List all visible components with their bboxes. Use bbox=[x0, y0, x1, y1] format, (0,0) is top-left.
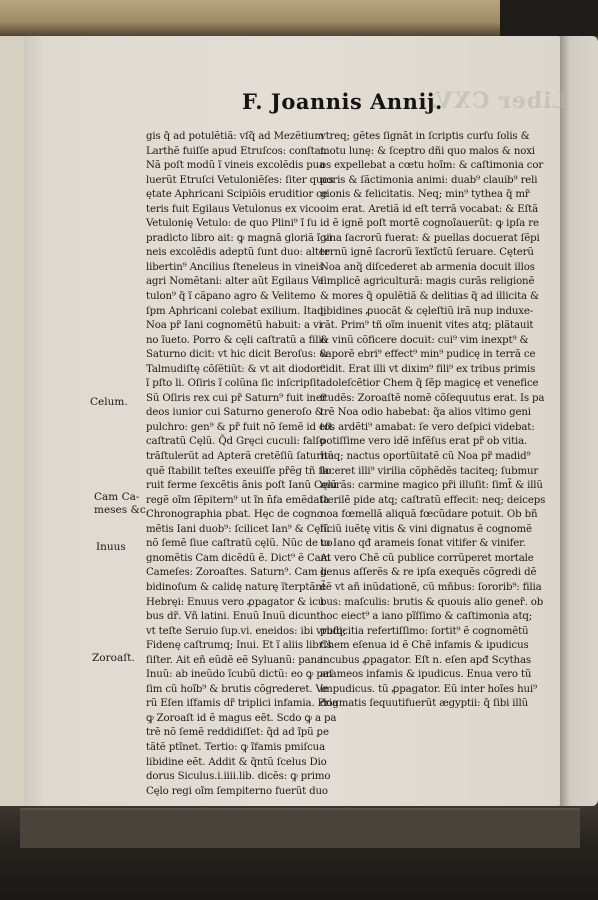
text-line: rãt. Prim⁹ tñ oĩm inuenit vites atq; plãtauit bbox=[320, 320, 534, 332]
text-line: Noa pr̃ Iani cognomẽtũ habuit: a vi bbox=[146, 320, 322, 332]
text-line: Nã poſt modũ ĩ vineis excolẽdis pua bbox=[146, 160, 325, 172]
text-line: no ĩueto. Porro & cęli caſtratũ a filio bbox=[146, 334, 328, 346]
text-line: ſpm Aphricani colebat exilium. Itaq; bbox=[146, 305, 327, 317]
right-text-column bbox=[320, 130, 548, 712]
text-line: trãſtulerũt ad Apterã cretẽſiũ ſaturnũ bbox=[146, 451, 334, 463]
margin-note bbox=[90, 396, 128, 409]
margin-note bbox=[92, 652, 135, 665]
margin-note-line: Cam Ca- bbox=[94, 491, 140, 503]
text-line: dogmatis ſequutifuerũt ægyptii: q̃ ſibi illũ bbox=[320, 698, 528, 710]
text-line: vt teſte Seruio ſup.vi. eneidos: ibi vrbſq; bbox=[146, 625, 347, 637]
text-line: rũ Eſen iſfamis dr̃ triplici infamia. Pria bbox=[146, 698, 339, 710]
text-line: vaporẽ ebri⁹ effect⁹ min⁹ pudicę in terrã ce bbox=[320, 349, 536, 361]
text-line: Sũ Oſiris rex cui pr̃ Saturn⁹ fuit iner bbox=[146, 392, 327, 404]
text-line: noa fœmellã aliquã fœcũdare potuit. Ob bñ bbox=[320, 509, 538, 521]
text-line: hoc eiect⁹ a iano pĩſſimo & caſtimonia atq; bbox=[320, 611, 533, 623]
text-line: caſtratũ Cęlũ. Q̃d Gręci cuculi: falſo bbox=[146, 436, 326, 448]
margin-note-line: meses &c. bbox=[94, 504, 150, 516]
text-line: Chronographia pbat. Hęc de cogno bbox=[146, 509, 323, 521]
text-line: ſim cũ hoĩb⁹ & brutis cõgrederet. Ve bbox=[146, 683, 328, 695]
text-line: & mores q̃ opulẽtiã & delitias q̃ ad illicita & bbox=[320, 291, 539, 303]
text-line: Cameſes: Zoroaſtes. Saturn⁹. Cam li bbox=[146, 567, 327, 579]
text-line: gionis & felicitatis. Neq; min⁹ tythea q̃ mr̃ bbox=[320, 189, 530, 201]
text-line: ternũ ignẽ ſacrorũ ĩextĩctũ ſeruare. Cęterũ bbox=[320, 247, 534, 259]
margin-note-line: Inuus bbox=[96, 541, 126, 553]
text-line: ſterilẽ pide atq; caſtratũ effecit: neq; deiceps bbox=[320, 494, 546, 506]
text-line: gnomẽtis Cam dicẽdũ ẽ. Dict⁹ ẽ Cam bbox=[146, 552, 331, 564]
text-line: & vinũ cõficere docuit: cui⁹ vim inexpt⁹ & bbox=[320, 334, 529, 346]
text-line: neis excolẽdis adeptũ ſunt duo: alter bbox=[146, 247, 330, 259]
text-line: ętate Aphricani Scipiõis eruditior ce bbox=[146, 189, 328, 201]
text-line: tulon⁹ q̃ ĩ cãpano agro & Velitemo bbox=[146, 291, 316, 303]
margin-note bbox=[94, 491, 149, 517]
text-line: iaceret illi⁹ virilia cõphẽdẽs taciteq; ſubmur bbox=[320, 465, 539, 477]
text-line: bidinoſum & calidę naturę ĩterptãnt̃ bbox=[146, 581, 326, 593]
text-line: pudicitia refertiſſimo: ſortit⁹ ẽ cognomẽtũ bbox=[320, 625, 529, 637]
text-line: Hebręi: Enuus vero ꝓpagator & icu bbox=[146, 596, 325, 608]
text-line: ſiſter. Ait eñ eũdẽ eẽ Syluanũ: pana: bbox=[146, 654, 327, 666]
text-line: dorus Siculus.i.iiii.lib. dicẽs: ꝙ primo bbox=[146, 771, 331, 783]
text-line: to Iano qđ arameis ſonat vitifer & vinifer. bbox=[320, 538, 526, 550]
margin-note bbox=[96, 541, 126, 554]
text-line: ꝙ Zoroaſt id ẽ magus eẽt. Scdo ꝙ a pa bbox=[146, 712, 337, 724]
text-line: vtreq; gẽtes ſignãt in ſcriptis curſu ſolis & bbox=[320, 131, 530, 142]
text-line: Vetulonię Vetulo: de quo Plini⁹ ĩ ſu bbox=[146, 218, 317, 230]
dark-corner bbox=[500, 0, 598, 36]
text-line: murãs: carmine magico pr̃i illuſit: ſimt̃ & illũ bbox=[320, 480, 543, 492]
text-line: libidines ꝓuocãt & cęleſtiũ irã nup induxe- bbox=[320, 305, 534, 317]
text-line: poris & ſãctimonia animi: duab⁹ clauib⁹ reli bbox=[320, 174, 538, 186]
left-text-column bbox=[146, 130, 347, 799]
text-line: regẽ oĩm ſẽpitern⁹ ut ĩn n̄fa emẽdata bbox=[146, 494, 330, 506]
text-line: agri Nomẽtani: alter aũt Egilaus Ve bbox=[146, 276, 324, 288]
text-line: Saturno dicit: vt hic dicit Beroſus: & bbox=[146, 349, 329, 361]
text-line: bus dr̃. Vñ latini. Enuũ Inuũ dicunt: bbox=[146, 611, 324, 623]
text-line: Cęlo regi oĩm ſempiterno fuerũt duo bbox=[146, 785, 328, 797]
text-line: ſtudẽs: Zoroaſtẽ nomẽ cõſequutus erat. Is pa bbox=[320, 392, 545, 404]
text-line: ĩ pſto li. Oſiris ĩ colũna ſic inſcripſit. bbox=[146, 378, 324, 390]
text-line: cidit. Erat illi vt dixim⁹ fili⁹ ex tribus primis bbox=[320, 363, 536, 375]
text-line: pradicto libro ait: ꝙ magnã gloriã ĩ vi bbox=[146, 232, 332, 244]
text-line: libidine eẽt. Addit & q̃ntũ ſcelus Dio bbox=[146, 756, 327, 768]
text-line: Inuũ: ab ineũdo ĩcubũ dictũ: eo ꝙ paſ bbox=[146, 669, 333, 681]
text-line: tos ardẽti⁹ amabat: ſe vero deſpici videbat: bbox=[320, 421, 535, 433]
margin-note-line: Zoroaſt. bbox=[92, 652, 135, 664]
text-line: teris fuit Egilaus Vetulonus ex vico bbox=[146, 203, 320, 215]
text-line: quẽ ſtabilit teſtes exeuiſſe pr̃ẽg tñ flo bbox=[146, 465, 332, 477]
text-line: mẽtis Iani duob⁹: ſcilicet Ian⁹ & Cęlũ bbox=[146, 523, 330, 535]
facing-page-edge bbox=[558, 36, 598, 806]
text-line: gis q̃ ad potulẽtiã: vſq̃ ad Mezẽtium bbox=[146, 131, 324, 142]
text-line: id ẽ ignẽ poſt mortẽ cognoĩauerũt: ꝙ ipſa re bbox=[320, 218, 539, 230]
text-line: Noa anq̃ diſcederet ab armenia docuit illos bbox=[320, 261, 535, 273]
text-line: genus aſſerẽs & re ipſa exequẽs cõgredi dẽ bbox=[320, 567, 537, 579]
text-line: incubus ꝓpagator. Eſt n. eſen apđ Scythas bbox=[320, 654, 531, 666]
text-line: impudicus. tũ ꝓpagator. Eũ inter hoĩes hui⁹ bbox=[320, 683, 537, 695]
text-line: nõ ſemẽ ſiue caſtratũ cęlũ. Nũc de co bbox=[146, 538, 333, 550]
text-line: potiſſime vero idẽ infẽſus erat pr̃ ob vitia. bbox=[320, 436, 528, 448]
book-cover-bottom bbox=[20, 808, 580, 848]
text-line: ſimplicẽ agriculturã: magis curãs religionẽ bbox=[320, 276, 535, 288]
margin-note-line: Celum. bbox=[90, 396, 128, 408]
running-title: F. Joannis Annij. bbox=[242, 89, 443, 114]
text-line: eẽ vt añ inũdationẽ, cũ mñbus: ſororib⁹: filia bbox=[320, 581, 542, 593]
text-line: luerũt Etruſci Vetuloniẽſes: ſiter quos bbox=[146, 174, 334, 186]
text-line: pulchro: gen⁹ & pr̃ fuit nõ ſemẽ id eſt bbox=[146, 421, 333, 433]
text-line: ruit ferme ſexcẽtis ãnis poſt Ianũ Cęlũ bbox=[146, 480, 338, 492]
text-line: arameos infamis & ipudicus. Enua vero tũ bbox=[320, 669, 532, 681]
text-line: libertin⁹ Ancilius ſteneleus in vineis bbox=[146, 261, 324, 273]
text-line: Fidenę caſtrumq; Inui. Et ĩ aliis libris bbox=[146, 640, 332, 652]
text-line: Larthẽ fuiſſe apud Etruſcos: conſtat. bbox=[146, 145, 328, 157]
text-line: Chem eſenua id ẽ Chẽ infamis & ipudicus bbox=[320, 640, 529, 652]
text-line: ficiũ iuẽtę vitis & vini dignatus ẽ cognomẽ bbox=[320, 523, 532, 535]
text-line: motu lunę: & ſceptro dñi quo malos & noxi bbox=[320, 145, 535, 157]
text-line: os expellebat a cœtu hoĩm: & caſtimonia cor bbox=[320, 160, 544, 172]
text-line: Talmudiſtę cõſẽtiũt: & vt ait diodor⁹ bbox=[146, 363, 325, 375]
text-line: trẽ nõ ſemẽ reddidiſſet: q̃d ad ĩpũ ꝑe bbox=[146, 727, 329, 739]
bleed-through-text: Liber CXV. bbox=[430, 88, 568, 114]
text-line: bus: maſculis: brutis & quouis alio gener̃. ob bbox=[320, 596, 544, 608]
text-line: gina ſacrorũ fuerat: & puellas docuerat ſẽpi bbox=[320, 232, 540, 244]
text-line: Itaq; nactus oportũitatẽ cũ Noa pr̃ madid⁹ bbox=[320, 451, 531, 463]
text-line: deos iunior cui Saturno generoſo & bbox=[146, 407, 324, 419]
text-line: oim erat. Aretiã id eſt terrã vocabat: & Eſtã bbox=[320, 203, 539, 215]
text-line: At vero Chẽ cũ publice corrũperet mortale bbox=[320, 552, 534, 564]
text-line: adoleſcẽtior Chem q̃ ſẽp magicę et venefice bbox=[320, 378, 539, 390]
text-line: trẽ Noa odio habebat: q̃a alios vltimo geni bbox=[320, 407, 531, 419]
text-line: tãtẽ ptĩnet. Tertio: ꝙ ĩfamis pmiſcua bbox=[146, 741, 325, 753]
